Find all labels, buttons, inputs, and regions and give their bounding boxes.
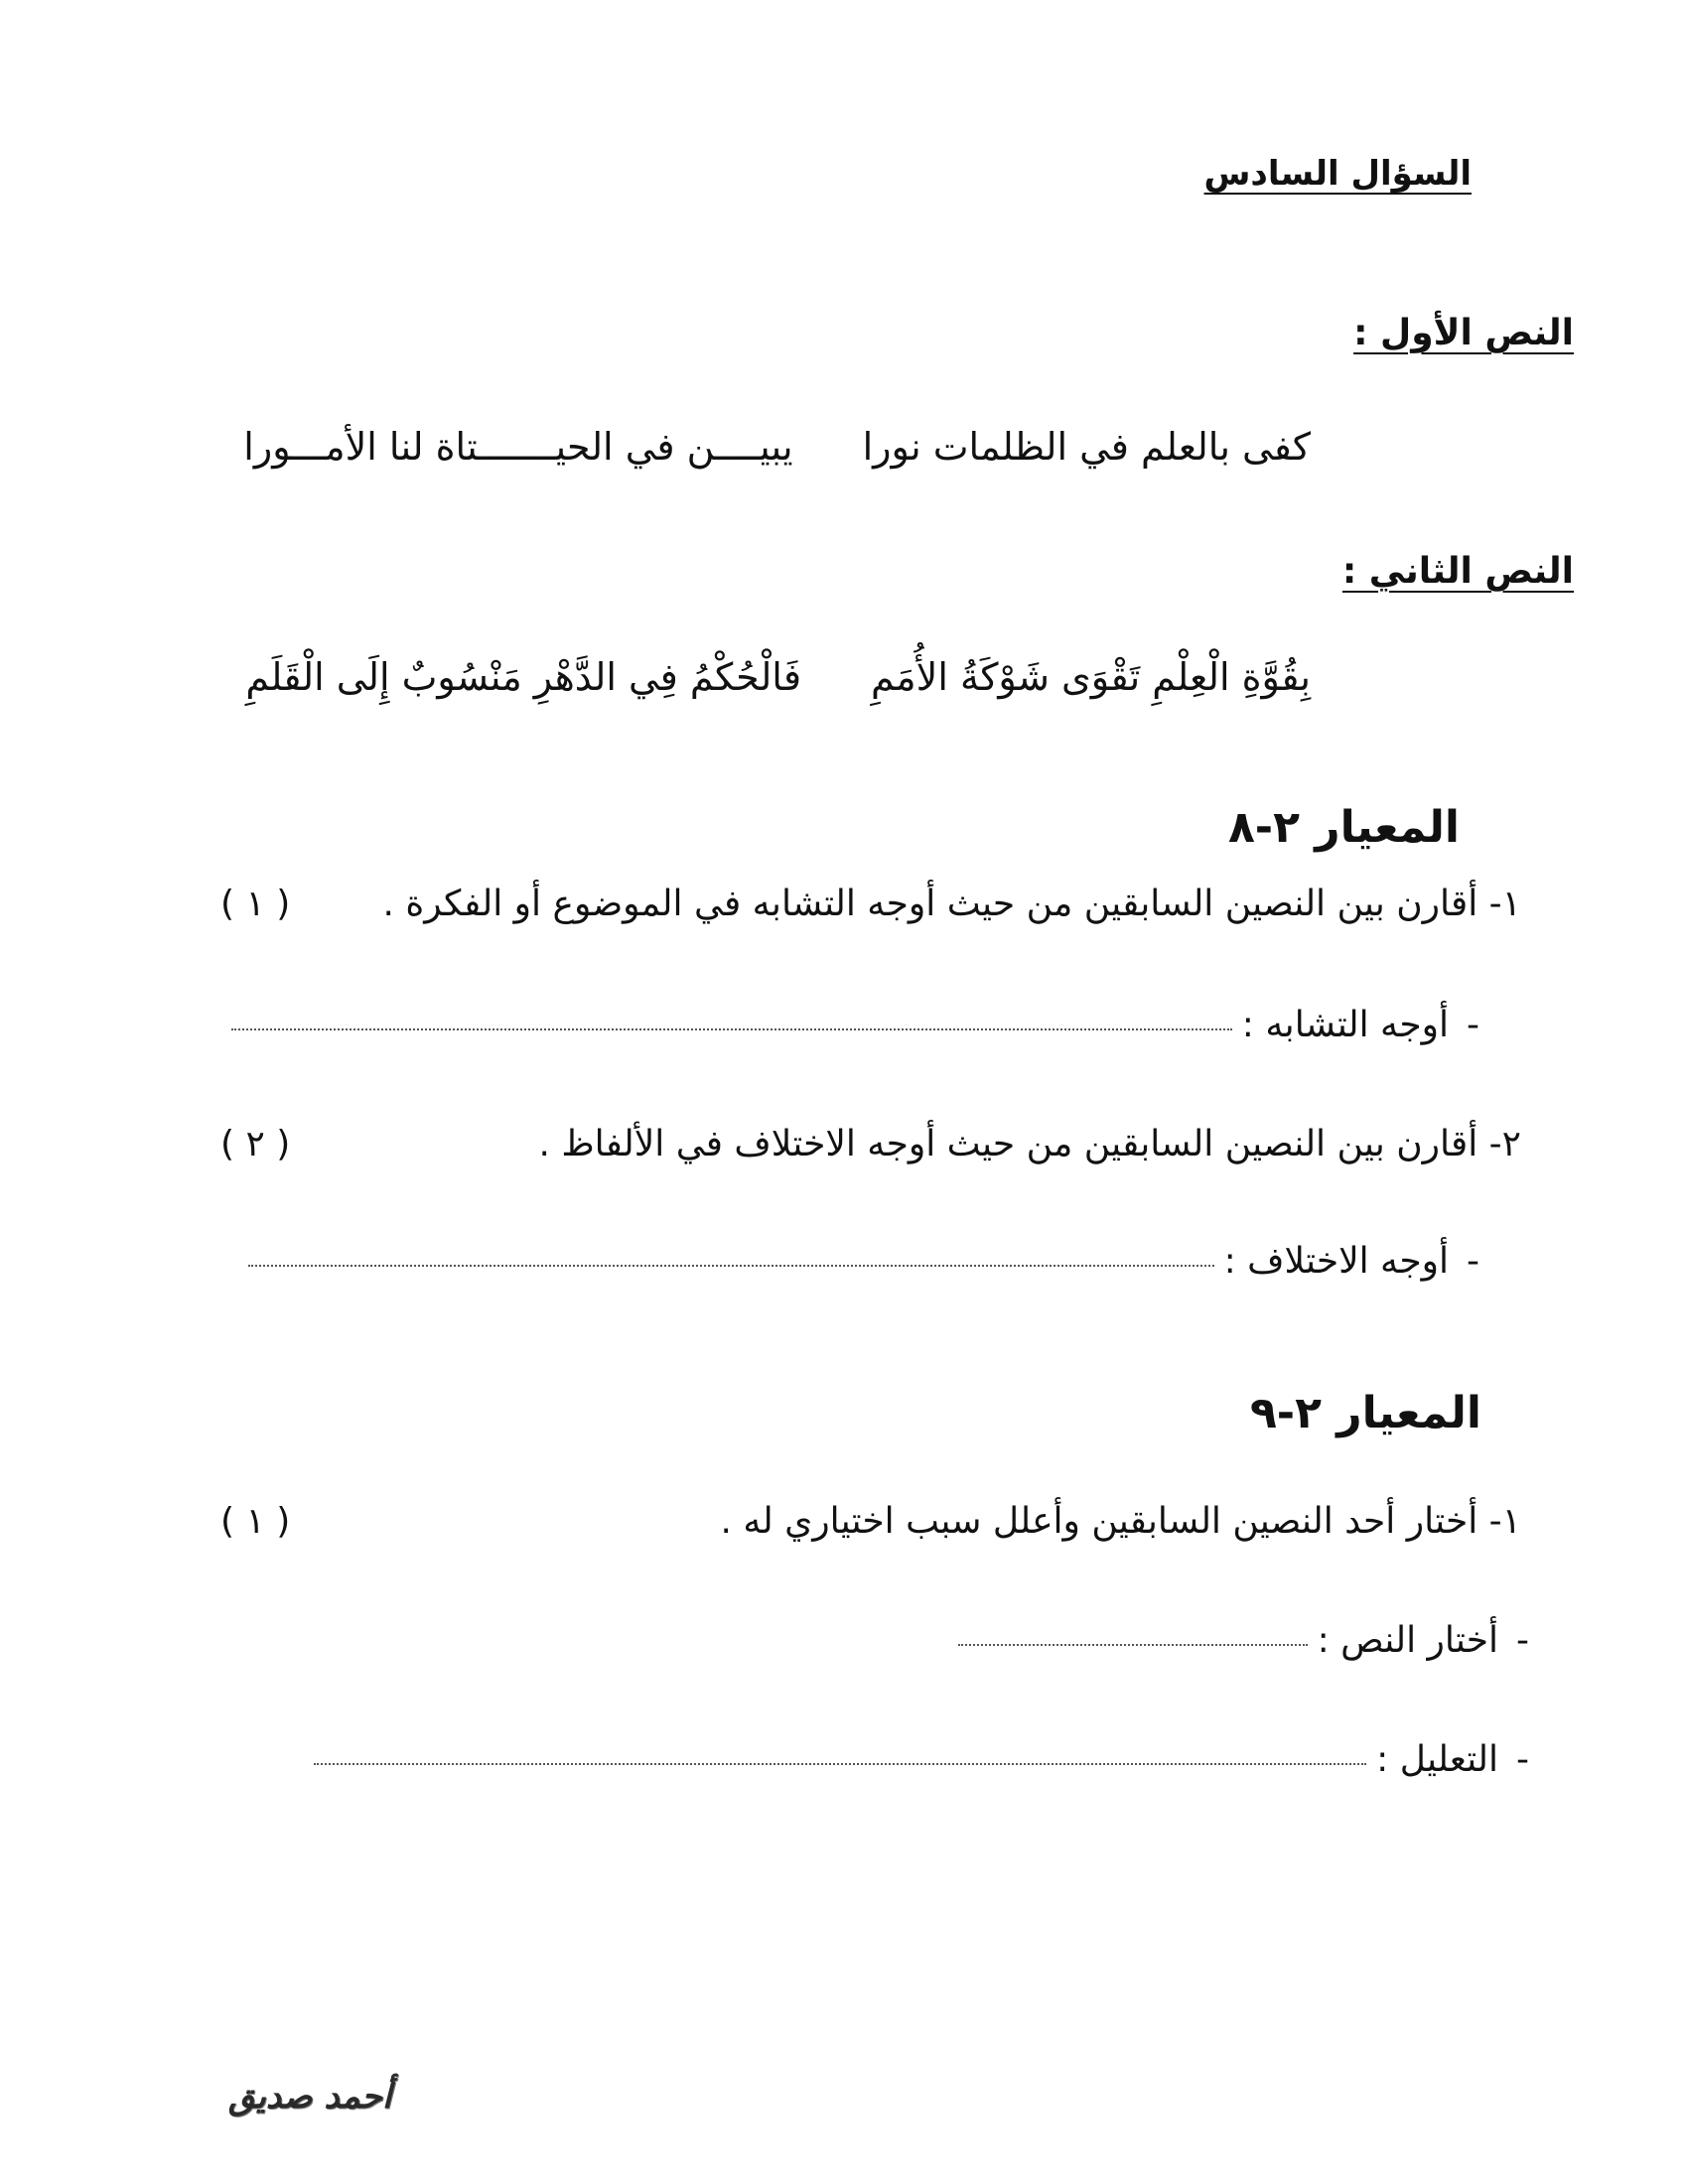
chosen-text-label: أختار النص : [1317, 1620, 1498, 1661]
standard-b-task-marks: ( ١ ) [220, 1501, 291, 1542]
text-one-verse [243, 425, 1311, 469]
text-two-heading: النص الثاني : [1341, 551, 1574, 592]
standard-a-task-1-prompt: ١- أقارن بين النصين السابقين من حيث أوجه التشابه في الموضوع أو الفكرة . [382, 884, 1521, 924]
answer-dash: - [1516, 1739, 1529, 1780]
standard-a-title: المعيار ٢-٨ [1227, 802, 1460, 853]
similarity-blank[interactable] [231, 1028, 1232, 1030]
justification-answer-line[interactable] [314, 1739, 1529, 1780]
difference-answer-line[interactable] [248, 1241, 1479, 1282]
similarity-label: أوجه التشابه : [1241, 1005, 1449, 1045]
text-two-hemistich-2: فَالْحُكْمُ فِي الدَّهْرِ مَنْسُوبٌ إِلَى الْقَلَمِ [245, 655, 802, 699]
answer-dash: - [1467, 1241, 1479, 1282]
chosen-text-answer-line[interactable] [958, 1620, 1529, 1661]
text-two-verse [245, 655, 1311, 699]
standard-a-task-1-marks: ( ١ ) [220, 884, 291, 924]
difference-label: أوجه الاختلاف : [1223, 1241, 1449, 1282]
standard-b-title: المعيار ٢-٩ [1249, 1388, 1481, 1438]
question-title: السؤال السادس [1203, 154, 1472, 194]
standard-a-task-2-marks: ( ٢ ) [220, 1124, 291, 1164]
author-signature: أحمد صديق [228, 2077, 392, 2116]
text-one-heading: النص الأول : [1353, 313, 1574, 353]
text-one-hemistich-1: كفى بالعلم في الظلمات نورا [862, 425, 1311, 469]
standard-a-task-2-prompt: ٢- أقارن بين النصين السابقين من حيث أوجه الاختلاف في الألفاظ . [538, 1124, 1521, 1164]
answer-dash: - [1516, 1620, 1529, 1661]
difference-blank[interactable] [248, 1265, 1214, 1267]
justification-label: التعليل : [1376, 1739, 1498, 1780]
justification-blank[interactable] [314, 1763, 1366, 1765]
text-two-hemistich-1: بِقُوَّةِ الْعِلْمِ تَقْوَى شَوْكَةُ الأُمَمِ [871, 655, 1311, 699]
chosen-text-blank[interactable] [958, 1644, 1308, 1646]
answer-dash: - [1467, 1005, 1479, 1045]
similarity-answer-line[interactable] [231, 1005, 1479, 1045]
text-one-hemistich-2: يبيــــن في الحيـــــــتاة لنا الأمـــورا [243, 425, 793, 469]
standard-b-task-prompt: ١- أختار أحد النصين السابقين وأعلل سبب اختياري له . [720, 1501, 1521, 1542]
